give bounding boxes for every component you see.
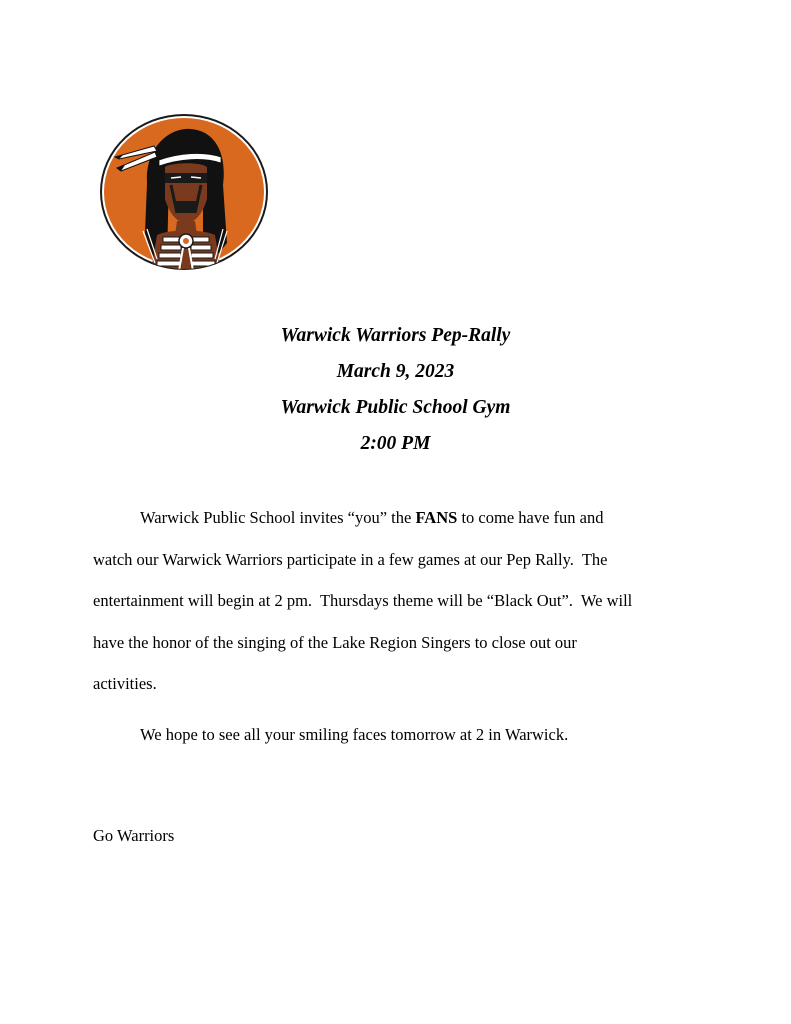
event-time: 2:00 PM [360,433,431,454]
event-title: Warwick Warriors Pep-Rally [280,325,511,346]
event-date: March 9, 2023 [336,361,455,382]
paragraph-line: have the honor of the singing of the Lake Region Singers to close out our [93,632,577,652]
paragraph-line: activities. [93,674,157,693]
paragraph-line: entertainment will begin at 2 pm. Thursdays theme will be “Black Out”. We will [93,591,633,610]
fans-emphasis: FANS [415,508,458,527]
letter-body [93,497,713,755]
paragraph-closing-wish: We hope to see all your smiling faces tomorrow at 2 in Warwick. [140,724,569,744]
paragraph-line [140,508,603,527]
event-heading [0,318,791,462]
text-run: Warwick Public School invites “you” the [140,508,416,527]
warrior-mascot-icon [99,113,269,271]
paragraph-line: watch our Warwick Warriors participate in a few games at our Pep Rally. The [93,549,608,569]
warrior-mascot-logo [99,113,269,271]
paragraph-invitation [93,497,713,705]
event-location: Warwick Public School Gym [280,397,511,418]
text-run: to come have fun and [457,508,604,527]
signoff: Go Warriors [93,826,175,845]
